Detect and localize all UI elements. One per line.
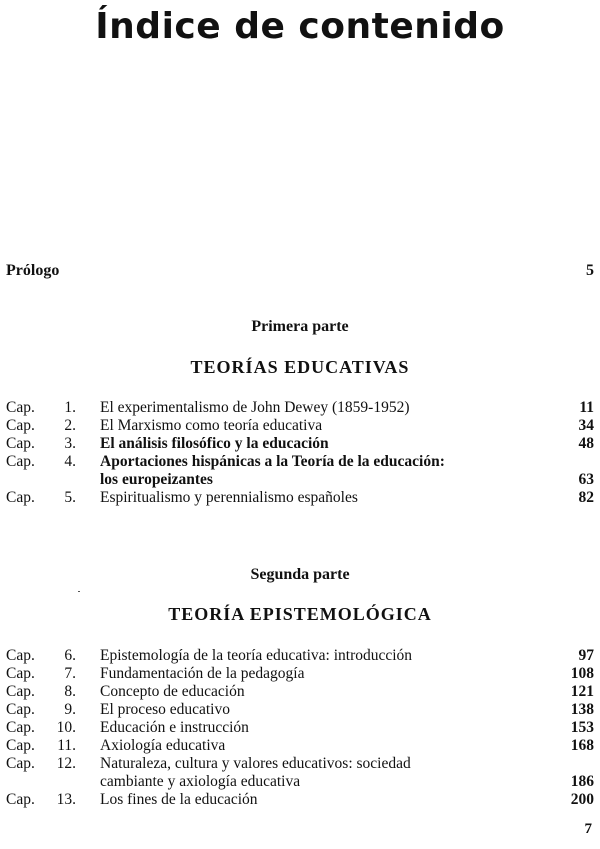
toc-entry xyxy=(0,399,600,417)
chapter-title xyxy=(100,417,560,435)
toc-entry xyxy=(0,665,600,683)
chapter-number: 6. xyxy=(64,647,76,664)
chapter-title-line: Epistemología de la teoría educativa: introducción xyxy=(100,647,413,664)
chapter-title-line: Aportaciones hispánicas a la Teoría de la educación: xyxy=(100,453,445,470)
chapter-number: 12. xyxy=(56,755,76,772)
chapter-title-line: los europeizantes xyxy=(100,471,213,488)
chapter-title xyxy=(100,719,560,737)
chapter-title xyxy=(100,737,560,755)
chapter-title-line: Fundamentación de la pedagogía xyxy=(100,665,305,682)
chapter-title-line: Axiología educativa xyxy=(100,737,226,754)
chapter-number: 11. xyxy=(57,737,76,754)
chapter-page-number: 186 xyxy=(570,773,594,790)
chapter-title-line: Los fines de la educación xyxy=(100,791,258,808)
chapter-label: Cap. xyxy=(6,737,35,754)
chapter-title-line: El Marxismo como teoría educativa xyxy=(100,417,323,434)
chapter-page-number: 153 xyxy=(570,719,594,736)
chapter-page-number: 48 xyxy=(578,435,594,452)
toc-entry xyxy=(0,435,600,453)
chapter-page-number: 34 xyxy=(578,417,594,434)
chapter-page-number: 97 xyxy=(578,647,594,664)
chapter-label: Cap. xyxy=(6,417,35,434)
chapter-number: 8. xyxy=(64,683,76,700)
chapter-label: Cap. xyxy=(6,399,35,416)
toc-section-2 xyxy=(0,647,600,809)
chapter-title-line: Espiritualismo y perennialismo españoles xyxy=(100,489,358,506)
part-label-1: Primera parte xyxy=(251,318,349,335)
chapter-title xyxy=(100,647,560,665)
page-title: Índice de contenido xyxy=(95,6,505,47)
chapter-title-line: El experimentalismo de John Dewey (1859-1952) xyxy=(100,399,410,416)
chapter-page-number: 82 xyxy=(578,489,594,506)
chapter-number: 2. xyxy=(64,417,76,434)
toc-entry xyxy=(0,755,600,791)
chapter-label: Cap. xyxy=(6,683,35,700)
chapter-title xyxy=(100,791,560,809)
chapter-page-number: 200 xyxy=(570,791,594,808)
chapter-page-number: 11 xyxy=(579,399,594,416)
chapter-title-line: Naturaleza, cultura y valores educativos: sociedad xyxy=(100,755,411,772)
chapter-label: Cap. xyxy=(6,453,35,470)
chapter-title-line: El proceso educativo xyxy=(100,701,230,718)
toc-entry xyxy=(0,683,600,701)
chapter-label: Cap. xyxy=(6,719,35,736)
chapter-page-number: 168 xyxy=(570,737,594,754)
chapter-number: 10. xyxy=(56,719,76,736)
chapter-title xyxy=(100,489,560,507)
toc-entry xyxy=(0,701,600,719)
chapter-title xyxy=(100,755,560,791)
chapter-page-number: 63 xyxy=(578,471,594,488)
scan-speck xyxy=(78,591,80,592)
chapter-label: Cap. xyxy=(6,755,35,772)
chapter-number: 3. xyxy=(64,435,76,452)
toc-entry xyxy=(0,453,600,489)
chapter-label: Cap. xyxy=(6,701,35,718)
chapter-page-number: 121 xyxy=(570,683,594,700)
chapter-title-line: cambiante y axiología educativa xyxy=(100,773,301,790)
toc-entry xyxy=(0,719,600,737)
chapter-title xyxy=(100,683,560,701)
chapter-number: 13. xyxy=(56,791,76,808)
chapter-page-number: 138 xyxy=(570,701,594,718)
part-label-2: Segunda parte xyxy=(250,566,350,583)
prologo-page-number: 5 xyxy=(586,262,594,279)
toc-section-1 xyxy=(0,399,600,507)
chapter-label: Cap. xyxy=(6,791,35,808)
part-title-2: TEORÍA EPISTEMOLÓGICA xyxy=(168,604,432,624)
chapter-title xyxy=(100,435,560,453)
chapter-number: 1. xyxy=(64,399,76,416)
toc-entry xyxy=(0,791,600,809)
chapter-label: Cap. xyxy=(6,489,35,506)
part-title-1: TEORÍAS EDUCATIVAS xyxy=(190,357,410,377)
chapter-label: Cap. xyxy=(6,665,35,682)
chapter-title xyxy=(100,399,560,417)
chapter-number: 5. xyxy=(64,489,76,506)
chapter-title-line: Concepto de educación xyxy=(100,683,245,700)
toc-entry xyxy=(0,647,600,665)
chapter-title xyxy=(100,665,560,683)
toc-entry xyxy=(0,489,600,507)
chapter-title-line: Educación e instrucción xyxy=(100,719,249,736)
chapter-page-number: 108 xyxy=(570,665,594,682)
page-number: 7 xyxy=(584,821,592,837)
chapter-number: 7. xyxy=(64,665,76,682)
chapter-title xyxy=(100,701,560,719)
chapter-number: 9. xyxy=(64,701,76,718)
chapter-title xyxy=(100,453,560,489)
toc-entry xyxy=(0,417,600,435)
chapter-title-line: El análisis filosófico y la educación xyxy=(100,435,329,452)
chapter-label: Cap. xyxy=(6,647,35,664)
chapter-number: 4. xyxy=(64,453,76,470)
toc-entry xyxy=(0,737,600,755)
prologo-label: Prólogo xyxy=(6,262,60,279)
chapter-label: Cap. xyxy=(6,435,35,452)
